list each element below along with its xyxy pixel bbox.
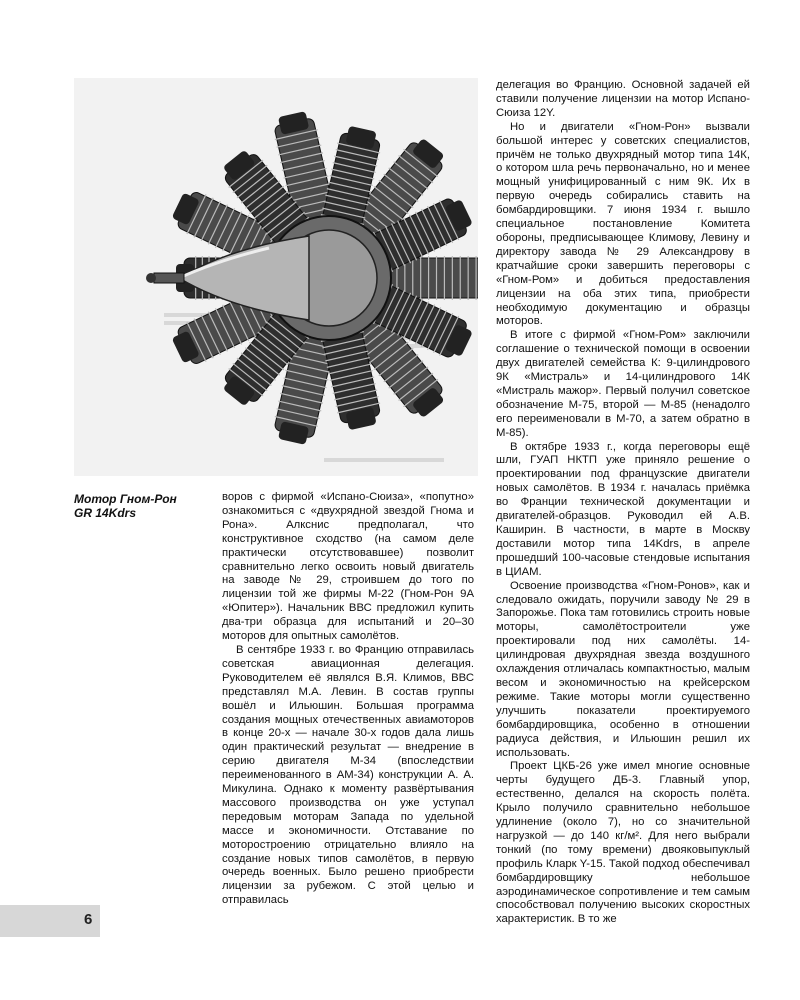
paragraph: В октябре 1933 г., когда переговоры ещё шли, ГУАП НКТП уже приняло решение о проектировании под французские двигатели новых самолётов. В 1934 г. началась приёмка во Франции технической документации и двигателей-образцов. Руководил ей А.В. Каширин. В частности, в марте в Москву доставили мотор типа 14Kdrs, в апреле прошедший 100-часовые стендовые испытания в ЦИАМ. <box>496 440 750 578</box>
paragraph: Проект ЦКБ-26 уже имел многие основные черты будущего ДБ-3. Главный упор, естественно, делался на скорость полёта. Крыло получило сравнительно небольшое удлинение (около 7), но со значительной нагрузкой — до 140 кг/м². Для него выбрали тонкий (по тому времени) двояковыпуклый профиль Кларк Y-15. Такой подход обеспечивал бомбардировщику небольшое аэродинамическое сопротивление и тем самым способствовал получению высоких скоростных характеристик. В то же <box>496 760 750 926</box>
page-number: 6 <box>84 911 93 928</box>
text-column-right <box>496 79 750 927</box>
paragraph: делегация во Францию. Основной задачей ей ставили получение лицензии на мотор Испано-Сюиза 12Y. <box>496 79 750 119</box>
paragraph: Но и двигатели «Гном-Рон» вызвали большой интерес у советских специалистов, причём не только двухрядный мотор типа 14К, о котором шла речь первоначально, но и менее мощный унифицированный с ним 9К. Их в первую очередь собирались ставить на бомбардировщики. 7 июня 1934 г. вышло специальное постановление Комитета обороны, предписывающее Климову, Левину и директору завода № 29 Александрову в кратчайшие сроки завершить переговоры с «Гном-Ром» и добиться предоставления лицензии на оба этих типа, приобрести необходимую документацию и образцы моторов. <box>496 120 750 328</box>
radial-engine-photo-icon <box>74 78 478 476</box>
text-column-middle <box>222 491 474 908</box>
paragraph: В сентябре 1933 г. во Францию отправилась советская авиационная делегация. Руководителем её являлся В.Я. Климов, ВВС представлял М.А. Левин. В состав группы вошёл и Ильюшин. Большая программа создания мощных отечественных авиамоторов в конце 20-х — начале 30-х годов дала лишь один практический результат — внедрение в серию двигателя М-34 (впоследствии переименованного в АМ-34) конструкции А. А. Микулина. Однако к моменту развёртывания массового производства он уже уступал передовым моторам Запада по удельной массе и экономичности. Отставание по моторостроению отрицательно влияло на создание новых типов самолётов, в первую очередь военных. Было решено приобрести лицензии за рубежом. С этой целью и отправилась <box>222 643 474 907</box>
paragraph: Освоение производства «Гном-Ронов», как и следовало ожидать, поручили заводу № 29 в Запорожье. Пока там готовились строить новые моторы, самолётостроители уже проектировали под них самолёты. 14-цилиндровая двухрядная звезда воздушного охлаждения отличалась компактностью, малым весом и экономичностью на крейсерском режиме. Такие моторы могли существенно улучшить показатели проектируемого бомбардировщика, особенно в отношении радиуса действия, и Ильюшин решил их использовать. <box>496 579 750 759</box>
figure-caption <box>74 492 204 520</box>
paragraph: воров с фирмой «Испано-Сюиза», «попутно» ознакомиться с «двухрядной звездой Гнома и Рона». Алкснис предполагал, что конструктивное сходство (на самом деле практически отсутствовавшее) позволит сравнительно легко освоить новый двигатель на заводе № 29, строившем до того по лицензии той же фирмы М-22 (Гном-Рон 9А «Юпитер»). Начальник ВВС предложил купить два-три образца для испытаний и 20–30 моторов для опытных самолётов. <box>222 491 474 643</box>
paragraph: В итоге с фирмой «Гном-Ром» заключили соглашение о технической помощи в освоении двух двигателей семейства К: 9-цилиндрового 9К «Мистраль» и 14-цилиндрового 14К «Мистраль мажор». Первый получил советское обозначение М-75, второй — М-85 (ненадолго его переименовали в М-70, а затем обратно в М-85). <box>496 329 750 439</box>
caption-line-1: Мотор Гном-Рон <box>74 492 177 506</box>
caption-line-2: GR 14Kdrs <box>74 506 137 520</box>
engine-photo <box>74 78 478 476</box>
